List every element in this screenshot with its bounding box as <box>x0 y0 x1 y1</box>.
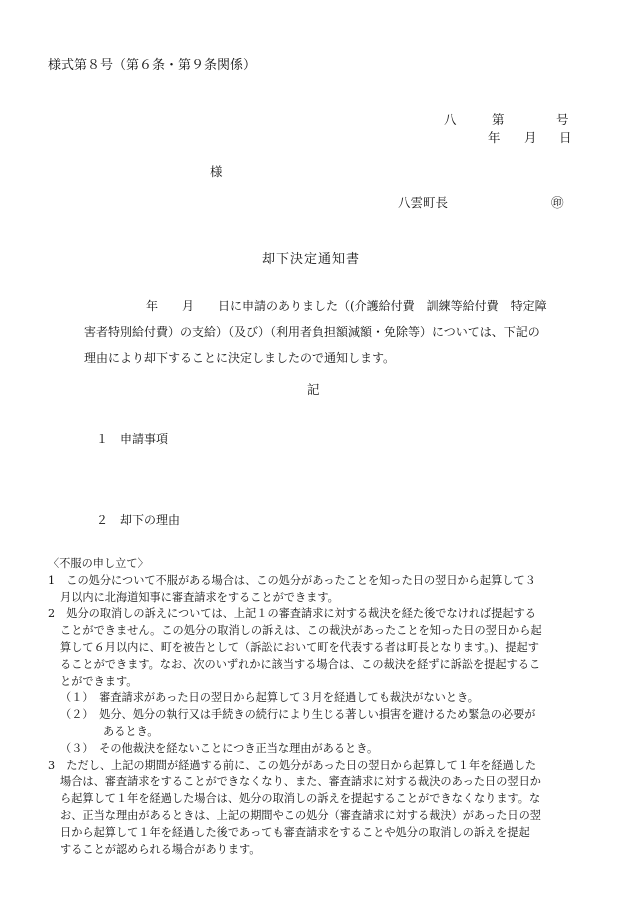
item-1-number: １ <box>96 432 109 446</box>
document-title: 却下決定通知書 <box>262 252 361 267</box>
appeal-line: あるとき。 <box>103 724 159 738</box>
date-day: 日 <box>559 130 572 145</box>
appeal-line: 場合は、審査請求をすることができなくなり、また、審査請求に対する裁決のあった日の翌日か <box>60 775 541 789</box>
notice-line: 理由により却下することに決定しましたので通知します。 <box>84 351 396 365</box>
appeal-line: 3 ただし、上記の期間が経過する前に、この処分があった日の翌日から起算して１年を経過した <box>48 758 537 772</box>
appeal-section <box>48 556 588 858</box>
notice-line: 年 月 日に申請のありました（(介護給付費 訓練等給付費 特定障 <box>146 299 547 313</box>
addressee-suffix: 様 <box>210 164 223 179</box>
date-year: 年 <box>488 130 501 145</box>
seal-mark: ㊞ <box>551 195 564 210</box>
appeal-line: ことができません。この処分の取消しの訴えは、この裁決があったことを知った日の翌日から起 <box>60 624 542 638</box>
issuer: 八雲町長 <box>398 195 449 210</box>
appeal-heading: 〈不服の申し立て〉 <box>48 557 149 570</box>
notice-line: 害者特別給付費）の支給）（及び）（利用者負担額減額・免除等）については、下記の <box>84 325 540 339</box>
notice-body <box>84 293 579 371</box>
doc-number-prefix: 八 <box>444 112 457 127</box>
appeal-line: とができます。 <box>60 674 138 688</box>
appeal-line: 算して６月以内に、町を被告として（訴訟において町を代表する者は町長となります。)、提起す <box>60 640 539 654</box>
doc-number-dai: 第 <box>492 112 505 127</box>
appeal-line: 1 この処分について不服がある場合は、この処分があったことを知った日の翌日から起算して３ <box>48 573 536 587</box>
ki-heading: 記 <box>307 382 320 397</box>
appeal-line: （１） 審査請求があった日の翌日から起算して３月を経過しても裁決がないとき。 <box>60 691 479 705</box>
appeal-line: 月以内に北海道知事に審査請求をすることができます。 <box>60 590 339 604</box>
date-month: 月 <box>524 130 537 145</box>
form-number: 様式第８号（第６条・第９条関係） <box>48 58 257 73</box>
appeal-line: ることができます。なお、次のいずれかに該当する場合は、この裁決を経ずに訴訟を提起するこ <box>60 657 541 671</box>
appeal-line: ら起算して１年を経過した場合は、処分の取消しの訴えを提起することができなくなります。な <box>60 792 541 806</box>
item-1-label: 申請事項 <box>120 432 169 446</box>
appeal-line: （２） 処分、処分の執行又は手続きの続行により生じる著しい損害を避けるため緊急の必要が <box>60 708 536 722</box>
appeal-line: 2 処分の取消しの訴えについては、上記１の審査請求に対する裁決を経た後でなければ提起する <box>48 607 536 621</box>
doc-number-go: 号 <box>556 112 569 127</box>
appeal-line: （３） その他裁決を経ないことにつき正当な理由があるとき。 <box>60 741 379 755</box>
item-2-label: 却下の理由 <box>120 513 181 527</box>
appeal-line: することが認められる場合があります。 <box>60 842 261 856</box>
appeal-line: 日から起算して１年を経過した後であっても審査請求をすることや処分の取消しの訴えを提起 <box>60 825 530 839</box>
item-2-number: ２ <box>96 513 109 527</box>
appeal-line: お、正当な理由があるときは、上記の期間やこの処分（審査請求に対する裁決）があった日の翌 <box>60 808 541 822</box>
